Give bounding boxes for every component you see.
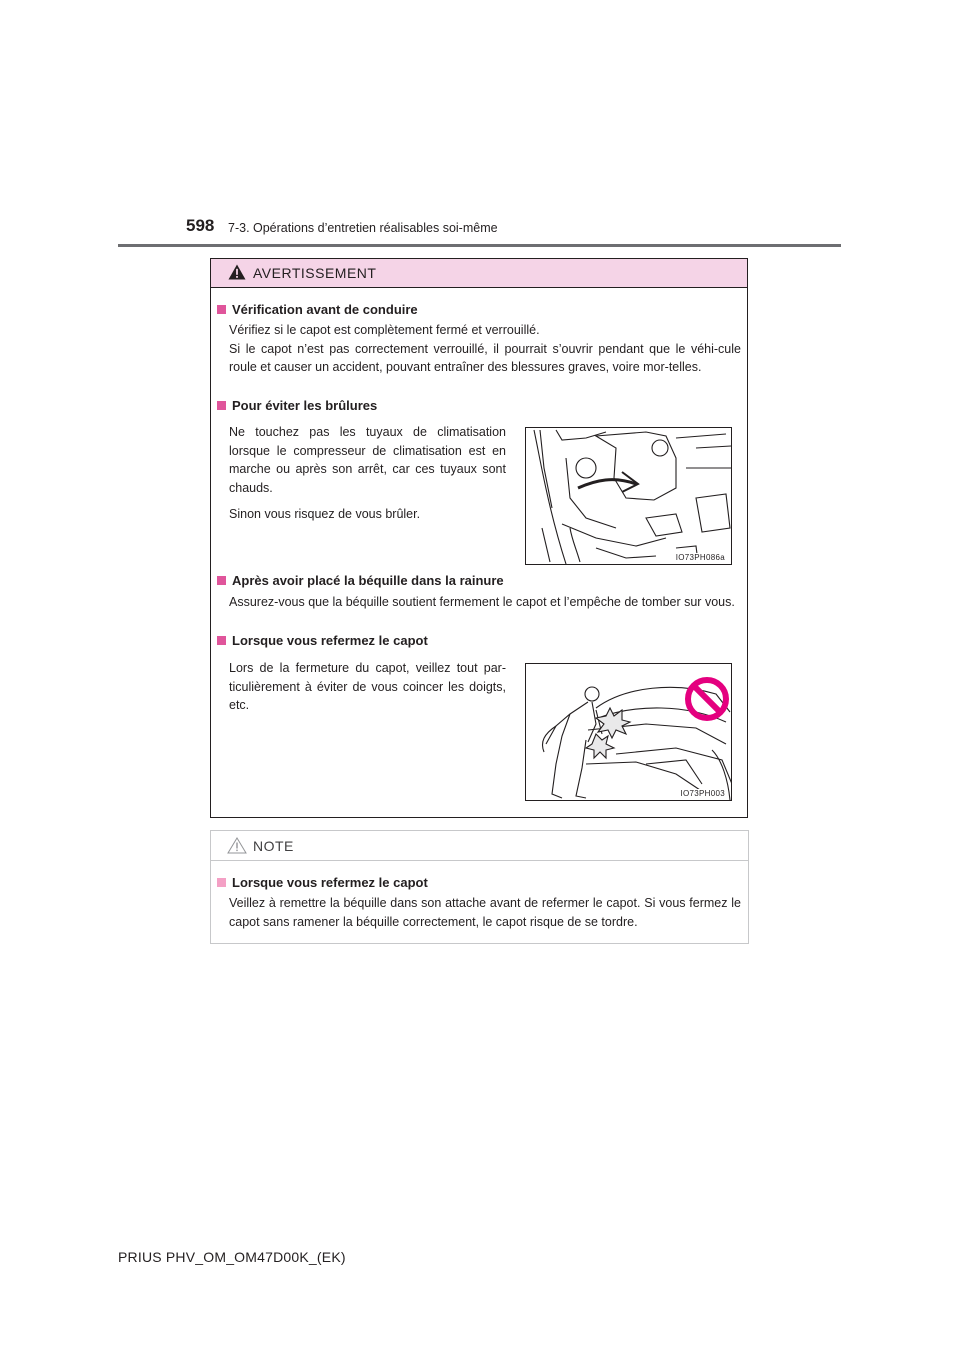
warning-section-title: Lorsque vous refermez le capot xyxy=(217,633,428,648)
square-bullet-icon xyxy=(217,305,226,314)
note-section-text: Veillez à remettre la béquille dans son attache avant de refermer le capot. Si vous fermez le capot sans ramener la béquille correctement, le capot risque de se tordre. xyxy=(229,896,741,929)
warning-label: AVERTISSEMENT xyxy=(253,265,377,281)
closing-hood-illustration xyxy=(525,663,732,801)
engine-bay-illustration xyxy=(525,427,732,565)
square-bullet-icon xyxy=(217,401,226,410)
warning-triangle-icon xyxy=(228,264,246,285)
square-bullet-icon xyxy=(217,636,226,645)
document-id: PRIUS PHV_OM_OM47D00K_(EK) xyxy=(118,1249,346,1265)
figure-code: IO73PH086a xyxy=(675,553,725,562)
caution-triangle-icon xyxy=(227,837,247,859)
warning-section-text: Ne touchez pas les tuyaux de climatisation lorsque le compresseur de climatisation est en marche ou après son arrêt, car ces tuyaux sont chauds. Sinon vous risquez de vous brûler. xyxy=(229,425,506,521)
warning-section-text: Lors de la fermeture du capot, veillez tout par-ticulièrement à éviter de vous coincer les doigts, etc. xyxy=(229,661,506,712)
page-number: 598 xyxy=(186,216,215,235)
warning-section-title: Pour éviter les brûlures xyxy=(217,398,377,413)
header-rule xyxy=(118,244,841,247)
note-header xyxy=(211,831,748,861)
warning-section-text: Assurez-vous que la béquille soutient fermement le capot et l’empêche de tomber sur vous. xyxy=(229,595,735,609)
warning-section-title: Vérification avant de conduire xyxy=(217,302,418,317)
square-bullet-icon xyxy=(217,576,226,585)
warning-header xyxy=(211,259,747,288)
note-label: NOTE xyxy=(253,838,294,854)
figure-code: IO73PH003 xyxy=(680,789,725,798)
warning-section-title: Après avoir placé la béquille dans la rainure xyxy=(217,573,504,588)
section-title: 7-3. Opérations d’entretien réalisables soi-même xyxy=(228,221,498,235)
warning-section-text: Vérifiez si le capot est complètement fermé et verrouillé. Si le capot n’est pas correctement verrouillé, il pourrait s’ouvrir pendant que le véhi-cule roule et causer un accident, pouvant entraîner des blessures graves, voire mor-telles. xyxy=(229,323,741,374)
note-box xyxy=(210,830,749,944)
warning-box xyxy=(210,258,748,818)
square-bullet-icon xyxy=(217,878,226,887)
prohibition-icon xyxy=(684,676,730,722)
note-section-title: Lorsque vous refermez le capot xyxy=(217,875,428,890)
